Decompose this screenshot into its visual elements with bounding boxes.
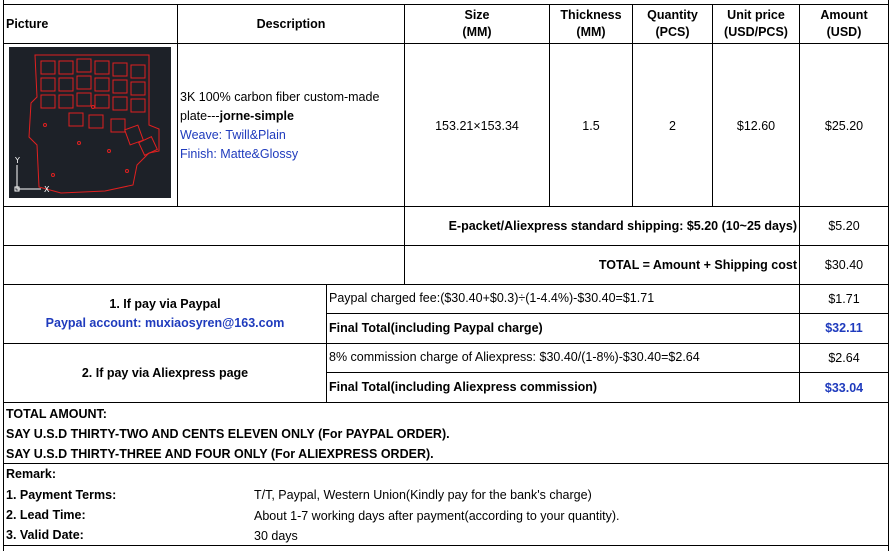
paypal-fee-value: $1.71 xyxy=(828,292,860,306)
item-unit-price: $12.60 xyxy=(736,119,776,133)
item-size: 153.21×153.34 xyxy=(435,119,519,133)
item-thickness: 1.5 xyxy=(582,119,600,133)
header-size-label: Size xyxy=(464,8,490,22)
remark-lead-time-label: 2. Lead Time: xyxy=(6,508,86,522)
header-unit-price-label: Unit price xyxy=(727,8,785,22)
remark-valid-date-value: 30 days xyxy=(254,529,298,543)
header-size xyxy=(405,7,549,41)
shipping-label: E-packet/Aliexpress standard shipping: $5.20 (10~25 days) xyxy=(448,219,797,233)
item-description-line2 xyxy=(180,107,404,126)
total-amount-aliexpress-words: SAY U.S.D THIRTY-THREE AND FOUR ONLY (For ALIEXPRESS ORDER). xyxy=(6,447,434,461)
aliexpress-final-value: $33.04 xyxy=(824,381,864,395)
item-finish: Finish: Matte&Glossy xyxy=(180,147,299,161)
aliexpress-title: 2. If pay via Aliexpress page xyxy=(81,366,249,380)
remark-valid-date-label: 3. Valid Date: xyxy=(6,528,84,542)
header-thickness-label: Thickness xyxy=(560,8,622,22)
header-description: Description xyxy=(256,17,326,31)
header-unit-price xyxy=(713,7,799,41)
paypal-final-label: Final Total(including Paypal charge) xyxy=(329,321,543,335)
product-cad-image xyxy=(9,47,171,198)
item-model-name: jorne-simple xyxy=(219,109,294,123)
aliexpress-fee-value: $2.64 xyxy=(828,351,860,365)
total-label: TOTAL = Amount + Shipping cost xyxy=(598,258,797,272)
header-unit-price-unit: (USD/PCS) xyxy=(724,25,788,39)
remark-payment-terms-value: T/T, Paypal, Western Union(Kindly pay for the bank's charge) xyxy=(254,488,592,502)
header-quantity-label: Quantity xyxy=(647,8,698,22)
header-thickness-unit: (MM) xyxy=(576,25,606,39)
aliexpress-final-label: Final Total(including Aliexpress commission) xyxy=(329,380,598,394)
total-amount-words xyxy=(6,404,450,464)
item-description-line1: 3K 100% carbon fiber custom-made xyxy=(180,90,380,104)
paypal-title: 1. If pay via Paypal xyxy=(109,297,221,311)
total-value: $30.40 xyxy=(824,258,864,272)
item-weave: Weave: Twill&Plain xyxy=(180,128,286,142)
remark-payment-terms-label: 1. Payment Terms: xyxy=(6,488,117,502)
total-amount-paypal-words: SAY U.S.D THIRTY-TWO AND CENTS ELEVEN ONLY (For PAYPAL ORDER). xyxy=(6,427,450,441)
total-amount-heading: TOTAL AMOUNT: xyxy=(6,407,107,421)
header-picture: Picture xyxy=(6,17,49,31)
header-quantity xyxy=(633,7,712,41)
cad-axis-y-label: Y xyxy=(15,156,20,165)
cad-axis-x-label: X xyxy=(44,185,50,194)
item-quantity: 2 xyxy=(669,119,676,133)
remark-lead-time-value: About 1-7 working days after payment(according to your quantity). xyxy=(254,509,620,523)
header-amount xyxy=(800,7,888,41)
aliexpress-fee-label: 8% commission charge of Aliexpress: $30.40/(1-8%)-$30.40=$2.64 xyxy=(329,350,700,364)
paypal-final-value: $32.11 xyxy=(825,321,863,335)
header-amount-unit: (USD) xyxy=(826,25,862,39)
header-thickness xyxy=(550,7,632,41)
item-description xyxy=(180,88,404,164)
remark-title: Remark: xyxy=(6,467,57,481)
header-size-unit: (MM) xyxy=(462,25,492,39)
item-amount: $25.20 xyxy=(824,119,864,133)
item-description-prefix: plate--- xyxy=(180,109,220,123)
header-amount-label: Amount xyxy=(820,8,868,22)
paypal-fee-label: Paypal charged fee:($30.40+$0.3)÷(1-4.4%)-$30.40=$1.71 xyxy=(329,291,655,305)
cad-drawing xyxy=(9,47,171,198)
paypal-account: Paypal account: muxiaosyren@163.com xyxy=(45,316,285,330)
header-quantity-unit: (PCS) xyxy=(655,25,690,39)
shipping-value: $5.20 xyxy=(828,219,860,233)
